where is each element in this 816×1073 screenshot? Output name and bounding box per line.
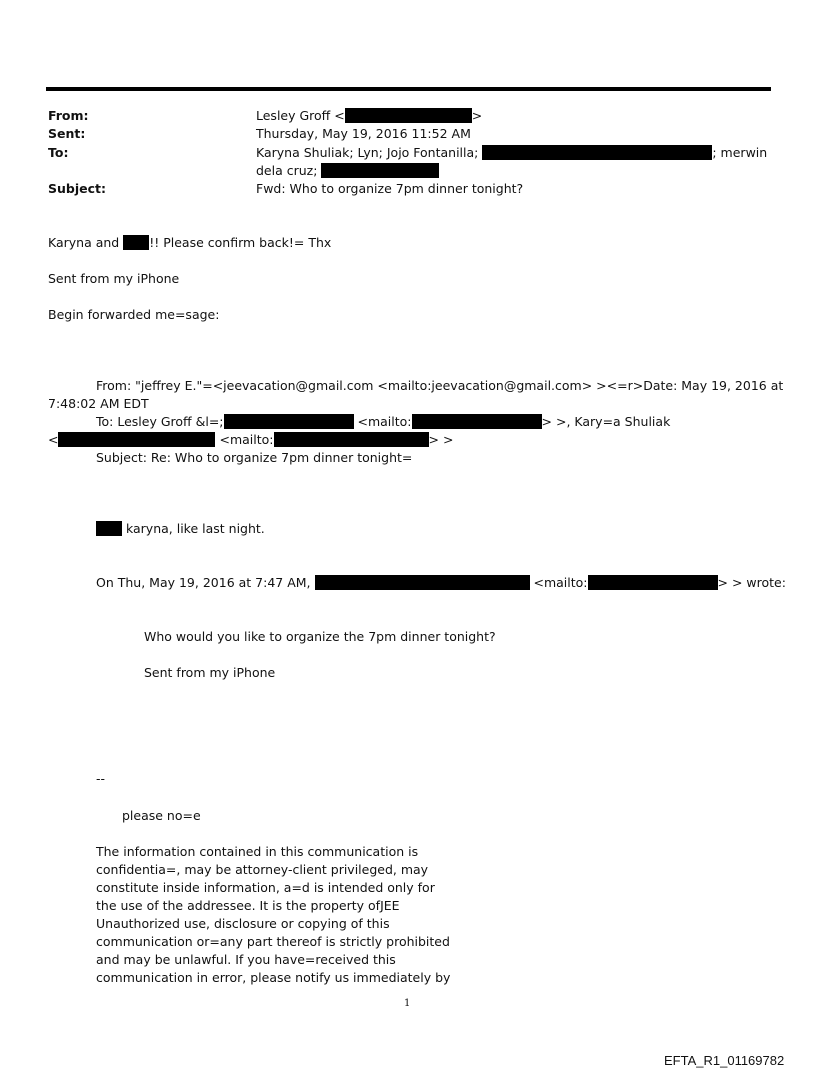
- subject-value: Fwd: Who to organize 7pm dinner tonight?: [256, 181, 524, 196]
- redaction-bar: [58, 432, 215, 447]
- fwd-from-line: From: "jeffrey E."=<jeevacation@gmail.com <mailto:jeevacation@gmail.com> ><=r>Date: May 19, 2016 at: [96, 378, 784, 393]
- to-recipients: Karyna Shuliak; Lyn; Jojo Fontanilla;: [256, 145, 479, 160]
- from-close: >: [471, 108, 483, 123]
- redaction-bar: [224, 414, 354, 429]
- fwd-to-text: > >: [428, 432, 454, 447]
- quoted-sent-from: Sent from my iPhone: [144, 665, 276, 680]
- disclaimer-line: The information contained in this communication is: [96, 844, 419, 859]
- disclaimer-line: and may be unlawful. If you have=received this: [96, 952, 396, 967]
- reply-text: karyna, like last night.: [125, 521, 265, 536]
- quote-header-text: On Thu, May 19, 2016 at 7:47 AM,: [96, 575, 311, 590]
- redaction-bar: [96, 521, 122, 536]
- disclaimer-line: communication or=any part thereof is strictly prohibited: [96, 934, 450, 949]
- fwd-date-cont: 7:48:02 AM EDT: [48, 396, 149, 411]
- from-name: Lesley Groff <: [256, 108, 345, 123]
- fwd-to-text: To: Lesley Groff &l=;: [96, 414, 224, 429]
- fwd-to-text: <: [48, 432, 59, 447]
- redaction-bar: [412, 414, 542, 429]
- disclaimer-line: communication in error, please notify us immediately by: [96, 970, 451, 985]
- to-recipients-cont: dela cruz;: [256, 163, 318, 178]
- redaction-bar: [588, 575, 718, 590]
- sent-label: Sent:: [48, 126, 86, 141]
- fwd-subject-line: Subject: Re: Who to organize 7pm dinner tonight=: [96, 450, 413, 465]
- fwd-to-cont: [48, 431, 453, 449]
- begin-forwarded: Begin forwarded me=sage:: [48, 307, 220, 322]
- redaction-bar: [274, 432, 429, 447]
- disclaimer-line: constitute inside information, a=d is intended only for: [96, 880, 435, 895]
- disclaimer-line: Unauthorized use, disclosure or copying of this: [96, 916, 390, 931]
- body-line-1: [48, 234, 331, 252]
- redaction-bar: [321, 163, 439, 178]
- header-rule: [46, 87, 771, 91]
- to-value-line2: [256, 162, 439, 180]
- from-value: [256, 107, 482, 125]
- fwd-to-line: [96, 413, 670, 431]
- mailto-text: <mailto:: [357, 414, 412, 429]
- on-thu-line: [96, 574, 786, 592]
- mailto-text: <mailto:: [533, 575, 588, 590]
- body-text: !! Please confirm back!= Thx: [149, 235, 332, 250]
- redaction-bar: [345, 108, 472, 123]
- disclaimer-line: confidentia=, may be attorney-client privileged, may: [96, 862, 429, 877]
- redaction-bar: [482, 145, 712, 160]
- from-label: From:: [48, 108, 89, 123]
- to-recipients-end: ; merwin: [712, 145, 768, 160]
- signature-dashes: --: [96, 771, 106, 786]
- page-number: 1: [404, 998, 411, 1009]
- to-value-line1: [256, 144, 767, 162]
- redaction-bar: [123, 235, 149, 250]
- fwd-to-text: > >, Kary=a Shuliak: [541, 414, 671, 429]
- sent-from-iphone: Sent from my iPhone: [48, 271, 180, 286]
- sent-value: Thursday, May 19, 2016 11:52 AM: [256, 126, 471, 141]
- quote-header-text: > > wrote:: [717, 575, 786, 590]
- quoted-question: Who would you like to organize the 7pm dinner tonight?: [144, 629, 496, 644]
- subject-label: Subject:: [48, 181, 106, 196]
- disclaimer-line: the use of the addressee. It is the property ofJEE: [96, 898, 400, 913]
- mailto-text: <mailto:: [219, 432, 274, 447]
- to-label: To:: [48, 145, 69, 160]
- reply-line: [96, 520, 265, 538]
- document-id: EFTA_R1_01169782: [664, 1053, 785, 1068]
- please-note: please no=e: [122, 808, 201, 823]
- body-text: Karyna and: [48, 235, 120, 250]
- redaction-bar: [315, 575, 530, 590]
